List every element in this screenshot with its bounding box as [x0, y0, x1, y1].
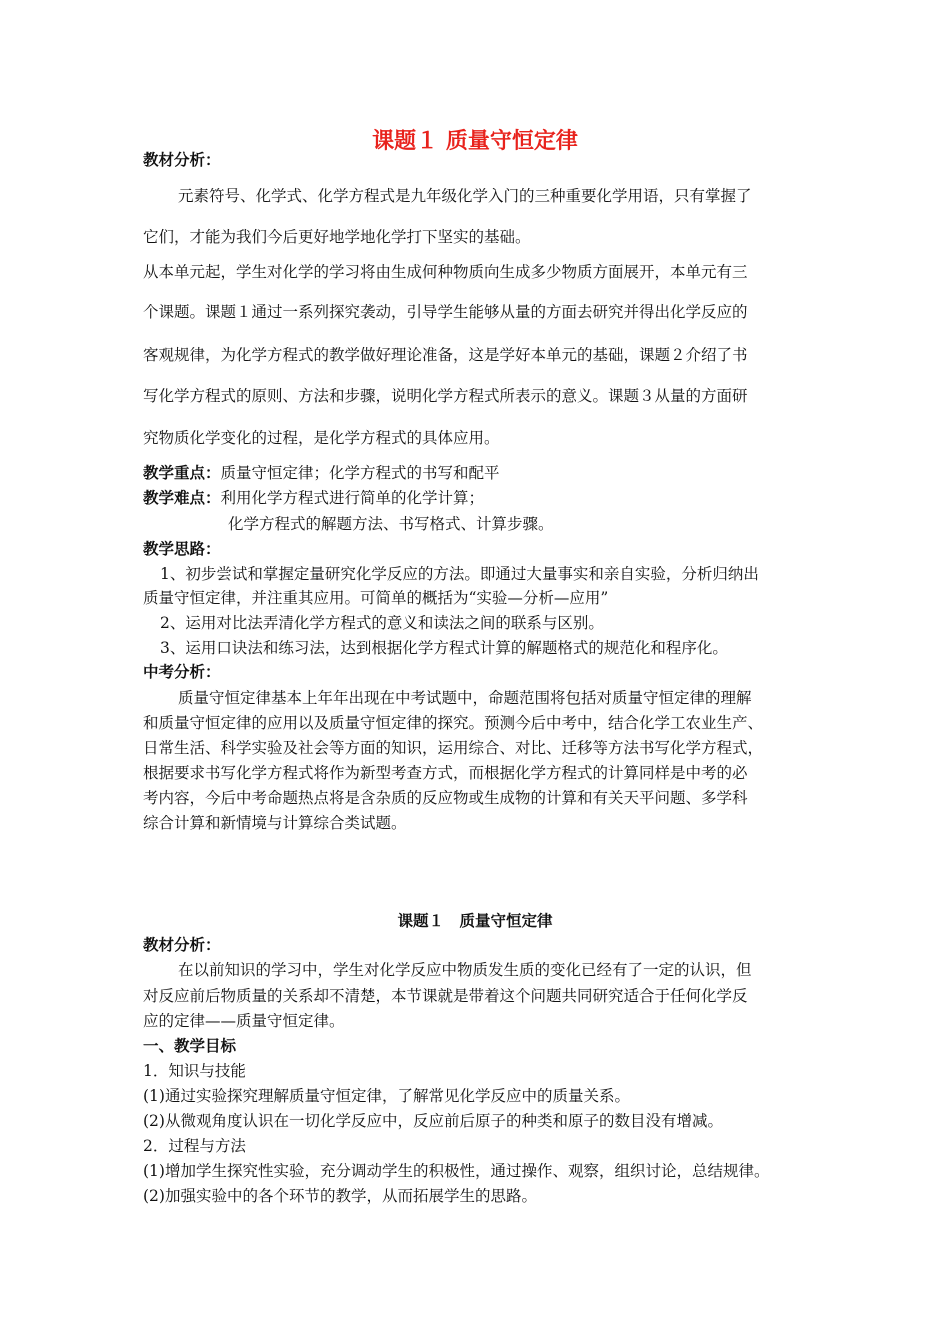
analysis-line-2: 在以前知识的学习中，学生对化学反应中物质发生质的变化已经有了一定的认识，但 — [178, 961, 752, 979]
goal1-item: (1)通过实验探究理解质量守恒定律，了解常见化学反应中的质量关系。 — [143, 1087, 630, 1105]
exam-line: 考内容，今后中考命题热点将是含杂质的反应物或生成物的计算和有关天平问题、多学科 — [143, 789, 748, 807]
goal2-heading: 2．过程与方法 — [143, 1137, 246, 1155]
difficulty-text: 化学方程式的解题方法、书写格式、计算步骤。 — [228, 515, 554, 533]
difficulty-row — [143, 488, 484, 508]
analysis-line: 元素符号、化学式、化学方程式是九年级化学入门的三种重要化学用语，只有掌握了 — [178, 187, 752, 205]
analysis-line: 它们，才能为我们今后更好地学地化学打下坚实的基础。 — [143, 228, 531, 246]
exam-line: 综合计算和新情境与计算综合类试题。 — [143, 814, 407, 832]
exam-line: 质量守恒定律基本上年年出现在中考试题中，命题范围将包括对质量守恒定律的理解 — [178, 689, 752, 707]
approach-line: 1、初步尝试和掌握定量研究化学反应的方法。即通过大量事实和亲自实验，分析归纳出 — [160, 565, 759, 583]
exam-line: 根据要求书写化学方程式将作为新型考查方式，而根据化学方程式的计算同样是中考的必 — [143, 764, 748, 782]
approach-line: 质量守恒定律，并注重其应用。可简单的概括为“实验—分析—应用” — [143, 589, 609, 607]
exam-line: 和质量守恒定律的应用以及质量守恒定律的探究。预测今后中考中，结合化学工农业生产、 — [143, 714, 764, 732]
exam-line: 日常生活、科学实验及社会等方面的知识，运用综合、对比、迁移等方法书写化学方程式， — [143, 739, 764, 757]
page-title: 课题１ 质量守恒定律 — [372, 129, 578, 154]
approach-heading: 教学思路： — [143, 540, 221, 558]
analysis-heading: 教材分析： — [143, 151, 221, 169]
analysis-line: 从本单元起，学生对化学的学习将由生成何种物质向生成多少物质方面展开，本单元有三 — [143, 263, 748, 281]
goal1-heading: 1．知识与技能 — [143, 1062, 246, 1080]
analysis-line: 究物质化学变化的过程，是化学方程式的具体应用。 — [143, 429, 500, 447]
difficulty-label: 教学难点： — [143, 489, 221, 507]
analysis-line: 个课题。课题１通过一系列探究袭动，引导学生能够从量的方面去研究并得出化学反应的 — [143, 303, 748, 321]
key-points-label: 教学重点： — [143, 464, 221, 482]
analysis-heading-2: 教材分析： — [143, 936, 221, 954]
goals-heading: 一、教学目标 — [143, 1037, 237, 1055]
analysis-line-2: 对反应前后物质量的关系却不清楚，本节课就是带着这个问题共同研究适合于任何化学反 — [143, 987, 748, 1005]
goal2-item: (1)增加学生探究性实验，充分调动学生的积极性，通过操作、观察，组织讨论，总结规律。 — [143, 1162, 770, 1180]
analysis-line: 客观规律，为化学方程式的教学做好理论准备，这是学好本单元的基础，课题２介绍了书 — [143, 346, 748, 364]
approach-line: 2、运用对比法弄清化学方程式的意义和读法之间的联系与区别。 — [160, 614, 604, 632]
section-title: 课题１ 质量守恒定律 — [397, 912, 553, 930]
exam-heading: 中考分析： — [143, 663, 221, 681]
key-points-text: 质量守恒定律；化学方程式的书写和配平 — [220, 464, 500, 482]
analysis-line-2: 应的定律——质量守恒定律。 — [143, 1012, 345, 1030]
goal1-item: (2)从微观角度认识在一切化学反应中，反应前后原子的种类和原子的数目没有增减。 — [143, 1112, 723, 1130]
goal2-item: (2)加强实验中的各个环节的教学，从而拓展学生的思路。 — [143, 1187, 537, 1205]
difficulty-text: 利用化学方程式进行简单的化学计算； — [220, 489, 485, 507]
approach-line: 3、运用口诀法和练习法，达到根据化学方程式计算的解题格式的规范化和程序化。 — [160, 639, 728, 657]
key-points-row — [143, 463, 500, 483]
analysis-line: 写化学方程式的原则、方法和步骤，说明化学方程式所表示的意义。课题３从量的方面研 — [143, 387, 748, 405]
